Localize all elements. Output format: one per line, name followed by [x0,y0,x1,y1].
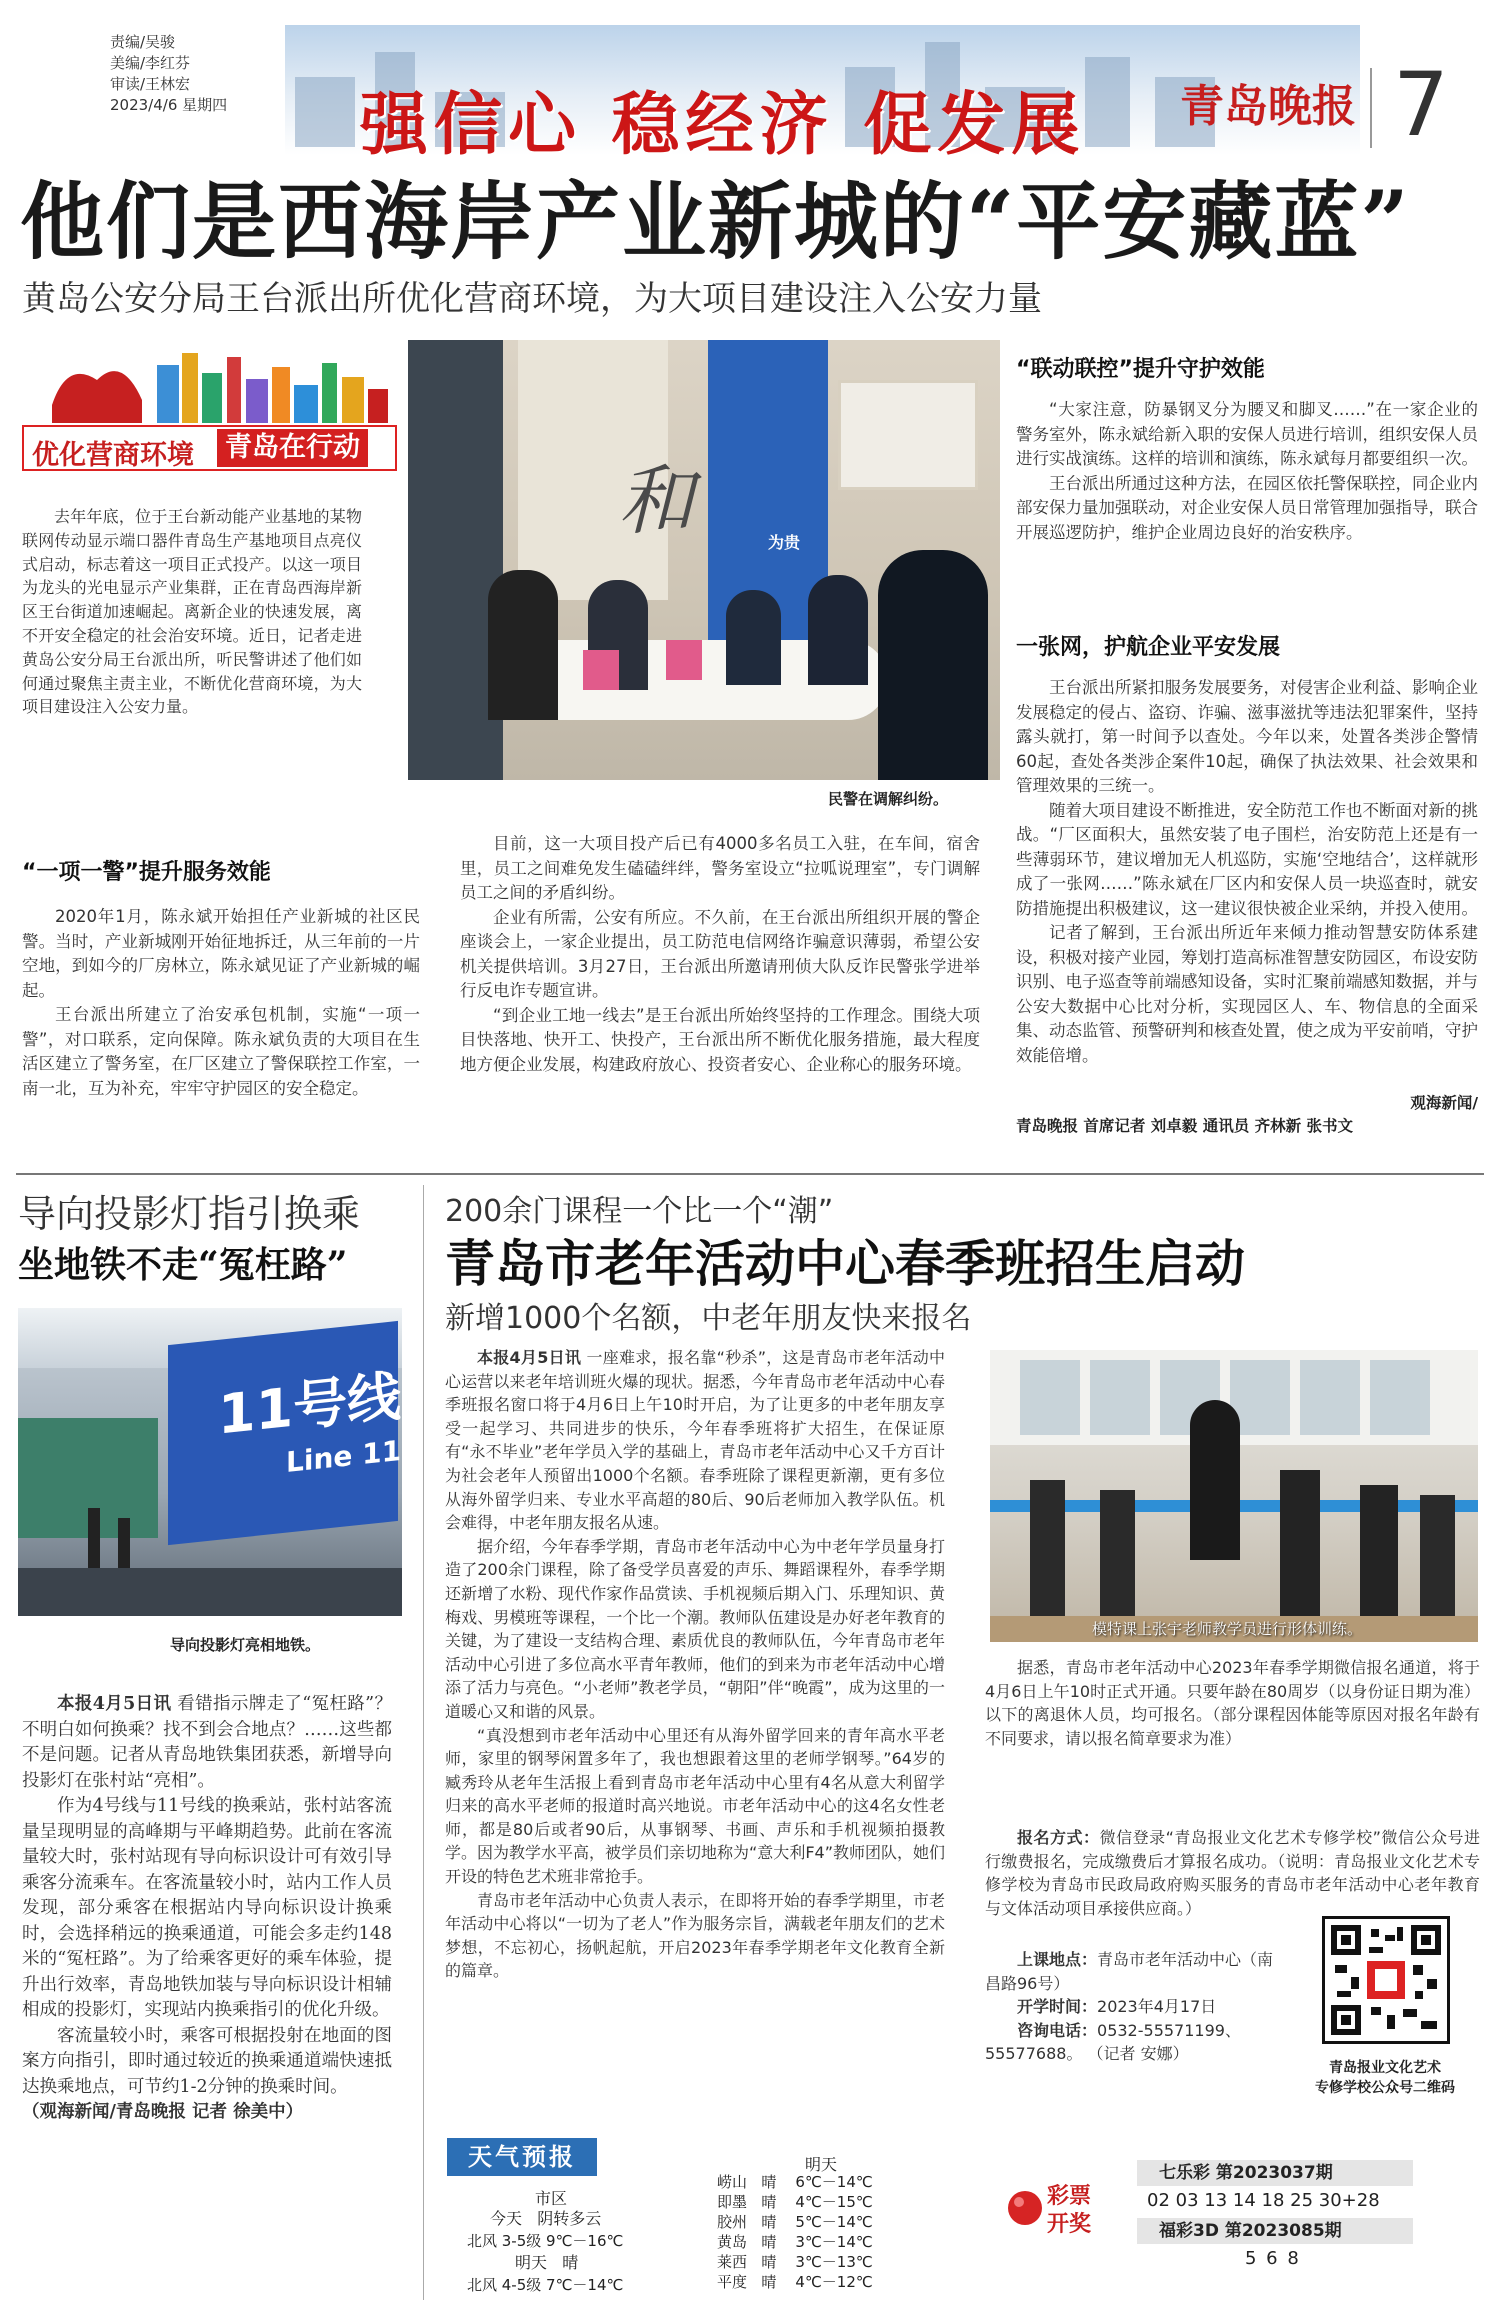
signup-method: 报名方式：微信登录“青岛报业文化艺术专修学校”微信公众号进行缴费报名，完成缴费后才算报名成功。（说明：青岛报业文化艺术专修学校为青岛市民政局政府购买服务的青岛市老年活动中心老年教育与文体活动项目承接供应商。） [985,1828,1480,1918]
article1-lead [22,505,362,719]
middle-paragraph: “到企业工地一线去”是王台派出所始终坚持的工作理念。围绕大项目快落地、快开工、快投产，王台派出所不断优化服务措施，最大程度地方便企业发展，构建政府放心、投资者安心、企业称心的服务环境。 [460,1005,980,1074]
district-row: 平度 晴 4℃－12℃ [717,2273,873,2291]
photo3-caption: 模特课上张宇老师教学员进行形体训练。 [1092,1620,1363,1638]
senior-paragraph: 据悉，青岛市老年活动中心2023年春季学期微信报名通道，将于4月6日上午10时正式开通。只要年龄在80周岁（以身份证日期为准）以下的离退休人员，均可报名。（部分课程因体能等原因对报名年龄有不同要求，请以报名简章要求为准） [985,1658,1480,1748]
district-forecast-list [717,2172,997,2292]
main-subhead: 黄岛公安分局王台派出所优化营商环境，为大项目建设注入公安力量 [22,279,1042,319]
class-location: 上课地点：青岛市老年活动中心（南昌路96号） [985,1950,1274,1993]
weather-tomorrow: 明天 晴 [515,2253,579,2272]
metro-body [22,1692,392,2126]
qr-caption: 青岛报业文化艺术 专修学校公众号二维码 [1315,2060,1455,2096]
metro-dateline: 本报4月5日讯 [57,1694,172,1714]
weather-box [445,2138,1005,2298]
main-headline: 他们是西海岸产业新城的“平安藏蓝” [20,172,1411,271]
metro-sign-text: 11号线 [218,1364,402,1447]
editor-credit: 责编/吴骏 [110,33,176,51]
metro-station-photo [18,1308,402,1616]
class-details [985,1948,1285,2066]
column-divider [423,1185,424,2300]
weather-today: 今天 阴转多云 [490,2209,602,2228]
senior-kicker: 200余门课程一个比一个“潮” [445,1194,834,1229]
senior-reporter: （记者 安娜） [1087,2044,1189,2064]
newspaper-brand: 青岛晚报 [1180,81,1356,132]
section3-title: 一张网，护航企业平安发展 [1016,635,1281,660]
section-divider [16,1173,1484,1175]
metro-paragraph: 客流量较小时，乘客可根据投射在地面的图案方向指引，即时通过较近的换乘通道端快速抵达换乘地点，可节约1-2分钟的换乘时间。 [22,2025,392,2097]
lottery-game2-numbers: 5 6 8 [1245,2248,1301,2269]
photo-wall-sign: 和 [618,456,694,545]
photo1-caption: 民警在调解纠纷。 [828,790,949,808]
district-row: 胶州 晴 5℃－14℃ [717,2213,873,2231]
masthead-divider [1370,68,1372,148]
metro-title: 导向投影灯指引换乘 [18,1192,361,1236]
district-row: 黄岛 晴 3℃－14℃ [717,2233,873,2251]
senior-subhead: 新增1000个名额，中老年朋友快来报名 [445,1301,972,1336]
weather-tomorrow-wind: 北风 4-5级 7℃－14℃ [467,2276,624,2294]
metro-subtitle: 坐地铁不走“冤枉路” [18,1244,348,1286]
district-row: 即墨 晴 4℃－15℃ [717,2193,873,2211]
logo-frame [22,425,397,471]
senior-left-column [445,1346,945,1983]
logo-text-highlight: 青岛在行动 [217,429,368,467]
district-row: 崂山 晴 6℃－14℃ [717,2173,873,2191]
consult-phone: 咨询电话：0532-55571199、55577688。 （记者 安娜） [985,2020,1241,2064]
section3-body [1016,676,1478,1068]
senior-paragraph: 青岛市老年活动中心负责人表示，在即将开始的春季学期里，市老年活动中心将以“一切为了老人”作为服务宗旨，满载老年朋友们的艺术梦想，不忘初心，扬帆起航，开启2023年春季学期老年文化教育全新的篇章。 [445,1890,945,1981]
class-start-time: 开学时间：2023年4月17日 [1017,1997,1217,2017]
slogan: 强信心 稳经济 促发展 [360,85,1086,165]
districts-header: 明天 [805,2155,838,2174]
photo-wall-sign-small: 为贵 [768,533,801,552]
senior-paragraph: 据介绍，今年春季学期，青岛市老年活动中心为中老年学员量身打造了200余门课程，除了备受学员喜爱的声乐、舞蹈课程外，春季学期还新增了水粉、现代作家作品赏读、手机视频后期入门、乐理知识、黄梅戏、男模班等课程，一个比一个潮。教师队伍建设是办好老年教育的关键，为了建设一支结构合理、素质优良的教师队伍，今年青岛市老年活动中心引进了多位高水平青年教师，他们的到来为市老年活动中心增添了活力与亮色。“小老师”教老学员，“朝阳”伴“晚霞”，成为这里的一道暖心又和谐的风景。 [445,1536,945,1721]
section2-body [1016,398,1478,545]
section1-body [22,905,420,1101]
lottery-game1-numbers: 02 03 13 14 18 25 30+28 [1147,2190,1380,2211]
senior-right-column [985,1656,1480,1750]
lottery-game1: 七乐彩 第2023037期 [1137,2160,1413,2186]
police-mediation-photo [408,340,1000,780]
section3-paragraph: 王台派出所紧扣服务发展要务，对侵害企业利益、影响企业发展稳定的侵占、盗窃、诈骗、滋事滋扰等违法犯罪案件，坚持露头就打，第一时间予以查处。今年以来，处置各类涉企警情60起，查处各类涉企案件10起，确保了执法效果、社会效果和管理效果的三统一。 [1016,678,1478,795]
wechat-qr-code[interactable] [1322,1916,1450,2044]
lead-paragraph: 去年年底，位于王台新动能产业基地的某物联网传动显示端口器件青岛生产基地项目点亮仪式启动，标志着这一项目正式投产。以这一项目为龙头的光电显示产业集群，正在青岛西海岸新区王台街道加速崛起。离新企业的快速发展，离不开安全稳定的社会治安环境。近日，记者走进黄岛公安分局王台派出所，听民警讲述了他们如何通过聚焦主责主业，不断优化营商环境，为大项目建设注入公安力量。 [22,507,362,717]
art-editor-credit: 美编/李红芬 [110,54,191,72]
senior-dateline: 本报4月5日讯 [477,1348,582,1367]
section1-title: “一项一警”提升服务效能 [22,860,271,885]
metro-sign-line: Line 11 [286,1433,402,1480]
section3-paragraph: 记者了解到，王台派出所近年来倾力推动智慧安防体系建设，积极对接产业园，筹划打造高标准智慧安防园区，布设安防识别、电子巡查等前端感知设备，实时汇聚前端感知数据，并与公安大数据中心比对分析，实现园区人、车、物信息的全面采集、动态监管、预警研判和核查处置，使之成为平安前哨，守护效能倍增。 [1016,923,1478,1065]
page-number: 7 [1393,53,1449,156]
lottery-game2: 福彩3D 第2023085期 [1137,2218,1413,2244]
article1-reporters: 青岛晚报 首席记者 刘卓毅 通讯员 齐林新 张书文 [1016,1117,1353,1135]
weather-title: 天气预报 [447,2138,597,2176]
qr-code-icon [1331,1925,1441,2035]
senior-headline: 青岛市老年活动中心春季班招生启动 [445,1234,1245,1293]
logo-text: 优化营商环境 [32,440,194,471]
metro-photo-caption: 导向投影灯亮相地铁。 [170,1636,321,1654]
metro-byline: （观海新闻/青岛晚报 记者 徐美中） [22,2102,304,2122]
lottery-ball-icon [1005,2188,1045,2228]
section1-paragraph: 2020年1月，陈永斌开始担任产业新城的社区民警。当时，产业新城刚开始征地拆迁，从三年前的一片空地，到如今的厂房林立，陈永斌见证了产业新城的崛起。 [22,907,420,1000]
section2-title: “联动联控”提升守护效能 [1016,357,1265,382]
section2-paragraph: “大家注意，防暴钢叉分为腰叉和脚叉……”在一家企业的警务室外，陈永斌给新入职的安保人员进行培训，组织安保人员进行实战演练。这样的培训和演练，陈永斌每月都要组织一次。 [1016,400,1478,468]
weather-today-wind: 北风 3-5级 9℃－16℃ [467,2232,624,2250]
weather-city: 市区 [535,2189,568,2208]
model-class-photo [990,1350,1478,1642]
metro-paragraph: 本报4月5日讯 看错指示牌走了“冤枉路”？不明白如何换乘？找不到会合地点？……这些都不是问题。记者从青岛地铁集团获悉，新增导向投影灯在张村站“亮相”。 [22,1694,392,1791]
article1-byline [1016,1092,1478,1138]
lottery-box [1005,2160,1480,2290]
senior-paragraph: “真没想到市老年活动中心里还有从海外留学回来的青年高水平老师，家里的钢琴闲置多年了，我也想跟着这里的老师学钢琴。”64岁的臧秀玲从老年生活报上看到青岛市老年活动中心里有4名从意大利留学归来的高水平老师的报道时高兴地说。市老年活动中心的这4名女性老师，都是80后或者90后，从事钢琴、书画、声乐和手机视频拍摄教学。因为教学水平高，被学员们亲切地称为“意大利F4”教师团队，她们开设的特色艺术班非常抢手。 [445,1725,945,1887]
city-skyline-icon [22,345,397,425]
signup-info [985,1826,1480,1920]
issue-date: 2023/4/6 星期四 [110,96,228,114]
article1-middle-column [460,832,980,1077]
article1-source: 观海新闻/ [1410,1094,1478,1112]
lottery-title: 彩票 开奖 [1047,2183,1092,2237]
middle-paragraph: 目前，这一大项目投产后已有4000多名员工入驻，在车间，宿舍里，员工之间难免发生磕磕绊绊，警务室设立“拉呱说理室”，专门调解员工之间的矛盾纠纷。 [460,834,980,902]
section2-paragraph: 王台派出所通过这种方法，在园区依托警保联控，同企业内部安保力量加强联动，对企业安保人员日常管理加强指导，联合开展巡逻防护，维护企业周边良好的治安秩序。 [1016,473,1478,542]
section3-paragraph: 随着大项目建设不断推进，安全防范工作也不断面对新的挑战。“厂区面积大，虽然安装了电子围栏，治安防范上还是有一些薄弱环节，建议增加无人机巡防，实施‘空地结合’，这样就形成了一张网……”陈永斌在厂区内和安保人员一块巡查时，就安防措施提出积极建议，这一建议很快被企业采纳，并投入使用。 [1016,800,1478,918]
proofreader-credit: 审读/王林宏 [110,75,191,93]
credits [110,32,300,116]
campaign-logo [22,345,397,475]
section1-paragraph: 王台派出所建立了治安承包机制，实施“一项一警”，对口联系，定向保障。陈永斌负责的大项目在生活区建立了警务室，在厂区建立了警保联控工作室，一南一北，互为补充，牢牢守护园区的安全稳定。 [22,1005,420,1098]
district-row: 莱西 晴 3℃－13℃ [717,2253,873,2271]
middle-paragraph: 企业有所需，公安有所应。不久前，在王台派出所组织开展的警企座谈会上，一家企业提出，员工防范电信网络诈骗意识薄弱，希望公安机关提供培训。3月27日，王台派出所邀请刑侦大队反诈民警张学进举行反电诈专题宣讲。 [460,907,980,1000]
metro-paragraph: 作为4号线与11号线的换乘站，张村站客流量呈现明显的高峰期与平峰期趋势。此前在客流量较大时，张村站现有导向标识设计可有效引导乘客分流乘车。在客流量较小时，站内工作人员发现，部分乘客在根据站内导向标识设计换乘时，会选择稍远的换乘通道，可能会多走约148米的“冤枉路”。为了给乘客更好的乘车体验，提升出行效率，青岛地铁加装与导向标识设计相辅相成的投影灯，实现站内换乘指引的优化升级。 [22,1796,392,2020]
senior-paragraph: 本报4月5日讯 一座难求，报名靠“秒杀”，这是青岛市老年活动中心运营以来老年培训班火爆的现状。据悉，今年青岛市老年活动中心春季班报名窗口将于4月6日上午10时开启，为了让更多的中老年朋友享受一起学习、共同进步的快乐，今年春季班将扩大招生，在保证原有“永不毕业”老年学员入学的基础上，青岛市老年活动中心又千方百计为社会老年人预留出1000个名额。春季班除了课程更新潮，更有多位从海外留学归来、专业水平高超的80后、90后老师加入教学队伍。机会难得，中老年朋友报名从速。 [445,1348,945,1533]
